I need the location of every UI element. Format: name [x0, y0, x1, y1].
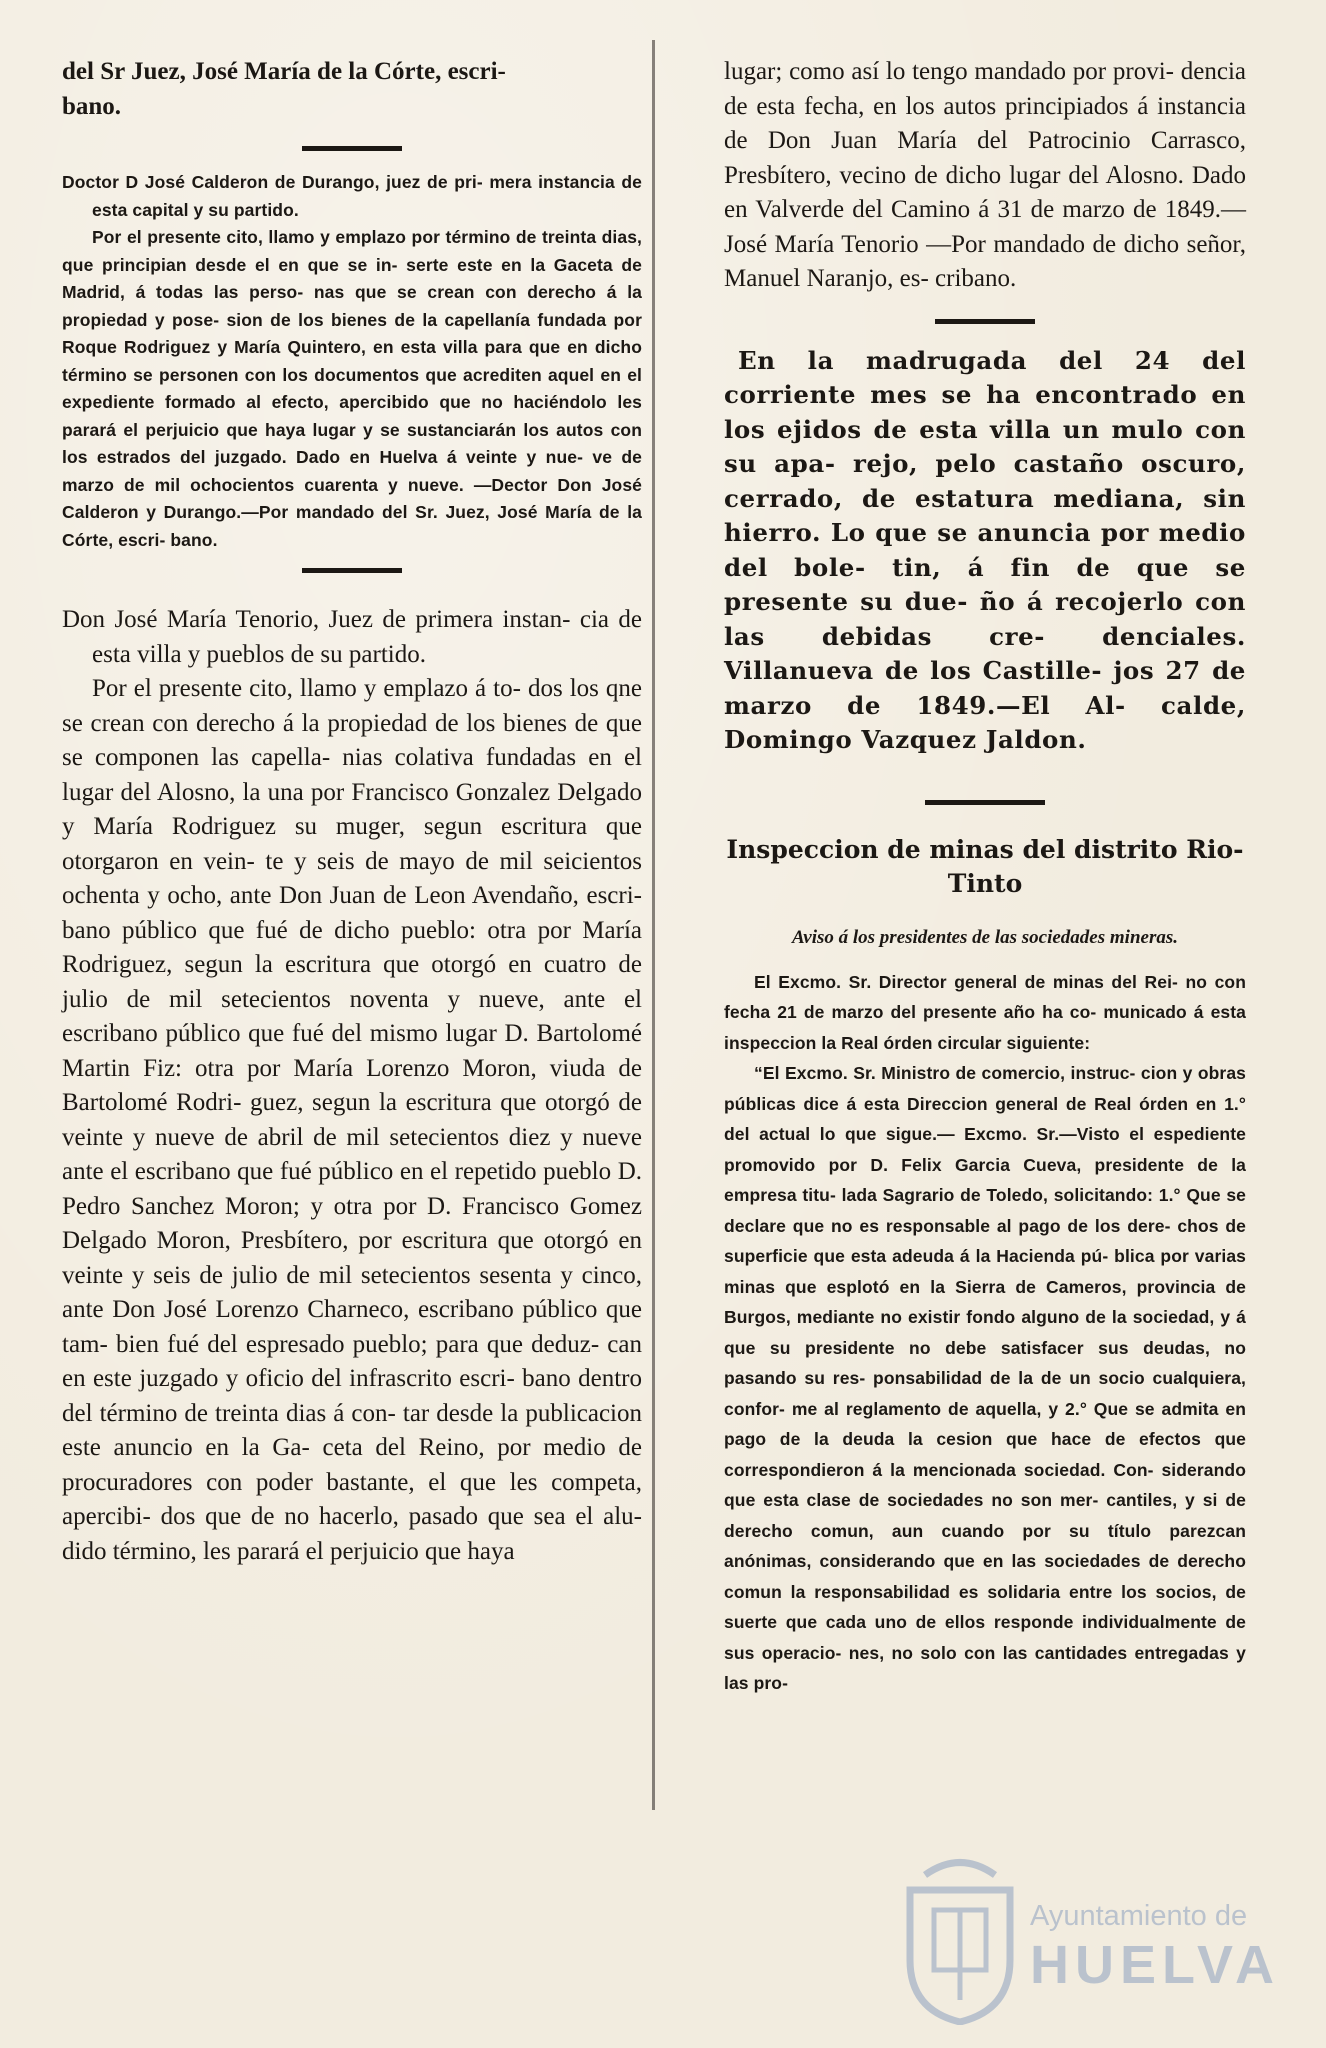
edict-closing-line-2: bano.: [62, 92, 122, 120]
edict-calderon-header: Doctor D José Calderon de Durango, juez de pri- mera instancia de esta capital y su partido.: [62, 172, 642, 220]
separator-rule: [925, 800, 1045, 805]
watermark-label: Ayuntamiento de: [1030, 1900, 1248, 1932]
separator-rule: [302, 146, 402, 151]
column-divider: [652, 40, 655, 1810]
section-subheading: Aviso á los presidentes de las sociedades mineras.: [792, 926, 1178, 948]
huelva-watermark: [900, 1850, 1290, 2030]
mines-circular-body: “El Excmo. Sr. Ministro de comercio, instruc- cion y obras públicas dice á esta Direccion general de Real órden en 1.° del actual lo que sigue.— Excmo. Sr.—Visto el espediente promovido por D. Felix Garcia Cueva, presidente de la empresa titu- lada Sagrario de Toledo, solicitando: 1.° Que se declare que no es responsable al pago de los dere- chos de superficie que esta adeuda á la Hacienda pú- blica por varias minas que esplotó en la Sierra de Cameros, provincia de Burgos, mediante no existir fondo alguno de la sociedad, y á que su presidente no debe satisfacer sus deudas, no pasando su res- ponsabilidad de la de un socio cualquiera, confor- me al reglamento de aquella, y 2.° Que se admita en pago de la deuda la cesion que hace de efectos que correspondieron á la mencionada sociedad. Con- siderando que esta clase de sociedades no son mer- cantiles, y si de derecho comun, aun cuando por su título parezcan anónimas, considerando que en las sociedades de derecho comun la responsabilidad es solidaria entre los socios, de suerte que cada uno de ellos responde individualmente de sus operacio- nes, no solo con las cantidades entregadas y las pro-: [724, 1063, 1246, 1693]
edict-closing-line-1: del Sr Juez, José María de la Córte, escri-: [62, 58, 506, 85]
edict-closing-line: [62, 55, 642, 124]
watermark-brand: HUELVA: [1030, 1935, 1280, 1995]
right-column: [724, 55, 1246, 1699]
mines-circular-intro: El Excmo. Sr. Director general de minas del Rei- no con fecha 21 de marzo del presente año ha co- municado á esta inspeccion la Real órden circular siguiente:: [724, 971, 1246, 1053]
left-column: [62, 55, 642, 1569]
coat-of-arms-icon: [900, 1850, 1020, 2025]
separator-rule: [302, 568, 402, 573]
edict-tenorio-continuation: lugar; como así lo tengo mandado por provi- dencia de esta fecha, en los autos principiados á instancia de Don Juan María del Patrocinio Carrasco, Presbítero, vecino de dicho lugar del Alosno. Dado en Valverde del Camino á 31 de marzo de 1849.—José María Tenorio —Por mandado de dicho señor, Manuel Naranjo, es- cribano.: [724, 58, 1246, 292]
lost-mule-notice: En la madrugada del 24 del corriente mes se ha encontrado en los ejidos de esta villa un mulo con su apa- rejo, pelo castaño oscuro, cerrado, de estatura mediana, sin hierro. Lo que se anuncia por medio del bole- tin, á fin de que se presente su due- ño á recojerlo con las debidas cre- denciales. Villanueva de los Castille- jos 27 de marzo de 1849.—El Al- calde, Domingo Vazquez Jaldon.: [724, 345, 1246, 754]
section-heading: Inspeccion de minas del distrito Rio-Tinto: [726, 834, 1244, 898]
edict-calderon-body: Por el presente cito, llamo y emplazo por término de treinta dias, que principian desde el en que se in- serte este en la Gaceta de Madrid, á todas las perso- nas que se crean con derecho á la propiedad y pose- sion de los bienes de la capellanía fundada por Roque Rodriguez y María Quintero, en esta villa para que en dicho término se personen con los documentos que acrediten aquel en el expediente formado al efecto, apercibido que no haciéndolo les parará el perjuicio que haya lugar y se sustanciarán los autos con los estrados del juzgado. Dado en Huelva á veinte y nue- ve de marzo de mil ochocientos cuarenta y nueve. —Dector Don José Calderon y Durango.—Por mandado del Sr. Juez, José María de la Córte, escri- bano.: [62, 227, 642, 550]
separator-rule: [935, 319, 1035, 324]
edict-tenorio-header: Don José María Tenorio, Juez de primera instan- cia de esta villa y pueblos de su partido.: [62, 606, 642, 668]
edict-tenorio-body: Por el presente cito, llamo y emplazo á to- dos los qne se crean con derecho á la propiedad de los bienes de que se componen las capella- nias colativa fundadas en el lugar del Alosno, la una por Francisco Gonzalez Delgado y María Rodriguez su muger, segun escritura que otorgaron en vein- te y seis de mayo de mil seicientos ochenta y ocho, ante Don Juan de Leon Avendaño, escri- bano público que fué de dicho pueblo: otra por María Rodriguez, segun la escritura que otorgó en cuatro de julio de mil setecientos noventa y nueve, ante el escribano público que fué del mismo lugar D. Bartolomé Martin Fiz: otra por María Lorenzo Moron, viuda de Bartolomé Rodri- guez, segun la escritura que otorgó de veinte y nueve de abril de mil setecientos diez y nueve ante el escribano que fué público en el repetido pueblo D. Pedro Sanchez Moron; y otra por D. Francisco Gomez Delgado Moron, Presbítero, por escritura que otorgó en veinte y seis de julio de mil setecientos sesenta y cinco, ante Don José Lorenzo Charneco, escribano público que tam- bien fué del espresado pueblo; para que deduz- can en este juzgado y oficio del infrascrito escri- bano dentro del término de treinta dias á con- tar desde la publicacion este anuncio en la Ga- ceta del Reino, por medio de procuradores con poder bastante, el que les competa, apercibi- dos que de no hacerlo, pasado que sea el alu- dido término, les parará el perjuicio que haya: [62, 675, 642, 1565]
